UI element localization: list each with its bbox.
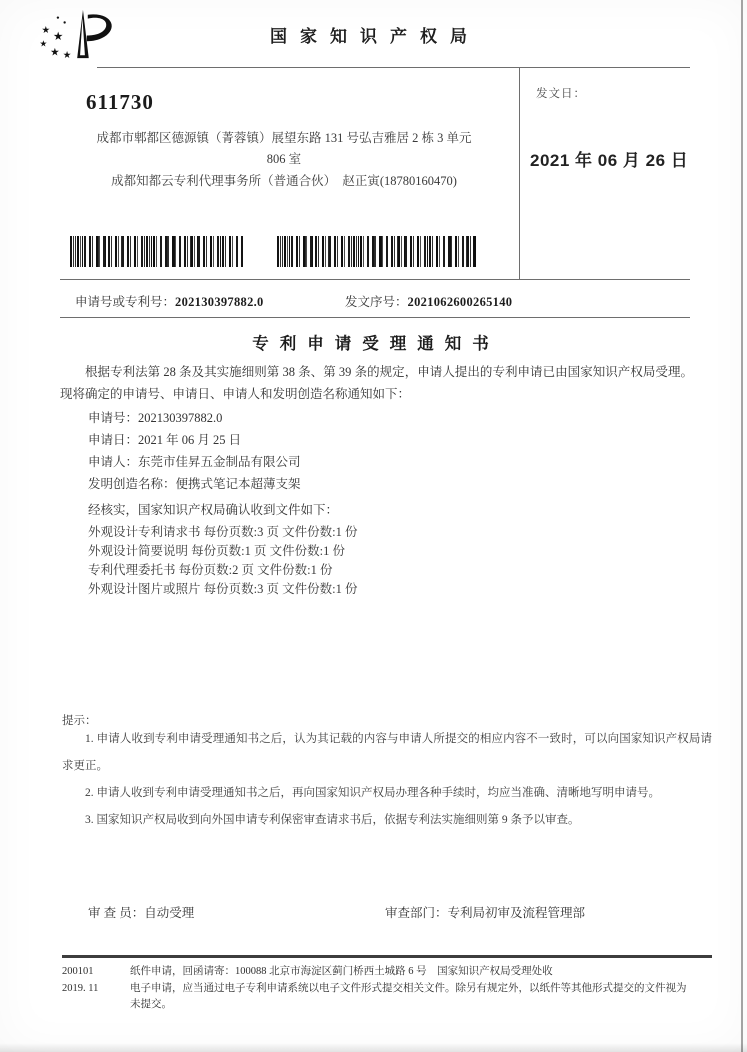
field-label: 申请人： (88, 455, 139, 469)
field-application-number (88, 408, 222, 426)
examiner-group (88, 903, 194, 921)
footer-code: 2019. 11 (62, 982, 99, 994)
field-value: 2021 年 06 月 25 日 (138, 433, 242, 447)
document-item: 外观设计专利请求书 每份页数:3 页 文件份数:1 份 (88, 525, 358, 539)
application-number-value: 202130397882.0 (175, 295, 264, 309)
svg-text:★: ★ (41, 25, 51, 37)
serial-number-value: 2021062600265140 (407, 295, 513, 309)
postal-code: 611730 (86, 90, 154, 114)
footer-row-electronic (62, 981, 722, 1014)
barcode-divider (60, 279, 690, 280)
notice-title: 专利申请受理通知书 (252, 334, 500, 353)
serial-number-label: 发文序号： (345, 295, 408, 309)
field-label: 申请号： (88, 411, 139, 425)
page-bottom-edge (0, 1043, 747, 1052)
document-item: 外观设计图片或照片 每份页数:3 页 文件份数:1 份 (88, 582, 358, 596)
header-divider (97, 67, 690, 68)
document-item: 外观设计简要说明 每份页数:1 页 文件份数:1 份 (88, 544, 345, 558)
footer-row-paper (62, 964, 722, 981)
footer-code: 200101 (62, 966, 94, 977)
footer-text: 纸件申请，回函请寄：100088 北京市海淀区蓟门桥西土城路 6 号 国家知识产权局受理处收 (130, 966, 553, 977)
field-value: 便携式笔记本超薄支架 (175, 477, 301, 491)
reference-row-divider (60, 317, 690, 318)
field-applicant (88, 452, 301, 470)
org-title: 国家知识产权局 (270, 27, 480, 46)
field-value: 202130397882.0 (138, 411, 223, 425)
field-invention-name (88, 474, 301, 492)
department-group (385, 903, 585, 921)
application-number-group (75, 292, 264, 310)
examiner-value: 自动受理 (144, 906, 195, 920)
footer-text: 电子申请，应当通过电子专利申请系统以电子文件形式提交相关文件。除另有规定外，以纸件等其他形式提交的文件视为未提交。 (130, 982, 687, 1010)
svg-text:★: ★ (62, 50, 72, 62)
document-item: 专利代理委托书 每份页数:2 页 文件份数:1 份 (88, 563, 333, 577)
hint-item-1: 1. 申请人收到专利申请受理通知书之后，认为其记载的内容与申请人所提交的相应内容不一致时，可以向国家知识产权局请求更正。 (62, 733, 712, 772)
confirm-line: 经核实，国家知识产权局确认收到文件如下： (88, 503, 339, 517)
application-number-label: 申请号或专利号： (75, 295, 176, 309)
intro-paragraph: 根据专利法第 28 条及其实施细则第 38 条、第 39 条的规定，申请人提出的专利申请已由国家知识产权局受理。现将确定的申请号、申请日、申请人和发明创造名称通知如下： (60, 365, 693, 401)
recipient-agent-line: 成都知都云专利代理事务所（普通合伙） 赵正寅(18780160470) (111, 174, 457, 188)
field-value: 东莞市佳昇五金制品有限公司 (138, 455, 301, 469)
hint-item-3: 3. 国家知识产权局收到向外国申请专利保密审查请求书后，依据专利法实施细则第 9 条予以审查。 (85, 814, 580, 826)
examiner-label: 审 查 员： (88, 906, 145, 920)
department-label: 审查部门： (385, 906, 448, 920)
dispatch-date-value: 2021 年 06 月 26 日 (530, 151, 689, 170)
recipient-address-line1: 成都市郫都区德源镇（菁蓉镇）展望东路 131 号弘吉雅居 2 栋 3 单元 (96, 131, 472, 145)
footer (62, 964, 722, 1014)
field-label: 发明创造名称： (88, 477, 176, 491)
cnipa-logo-icon (38, 8, 126, 62)
page-right-edge (741, 0, 743, 1052)
svg-text:★: ★ (39, 39, 48, 50)
svg-text:★: ★ (50, 46, 60, 59)
dispatch-date-label: 发文日： (536, 88, 586, 100)
recipient-address-line2: 806 室 (266, 152, 302, 166)
serial-number-group (345, 292, 512, 310)
hints-label: 提示： (62, 715, 97, 727)
field-application-date (88, 430, 241, 448)
svg-text:★: ★ (53, 28, 64, 43)
dispatch-box-divider (519, 67, 520, 279)
footer-divider (62, 955, 712, 958)
barcode-left (70, 236, 243, 267)
field-label: 申请日： (88, 433, 139, 447)
barcode-right (277, 236, 477, 267)
hint-item-2: 2. 申请人收到专利申请受理通知书之后，再向国家知识产权局办理各种手续时，均应当准确、清晰地写明申请号。 (85, 787, 660, 799)
department-value: 专利局初审及流程管理部 (447, 906, 586, 920)
